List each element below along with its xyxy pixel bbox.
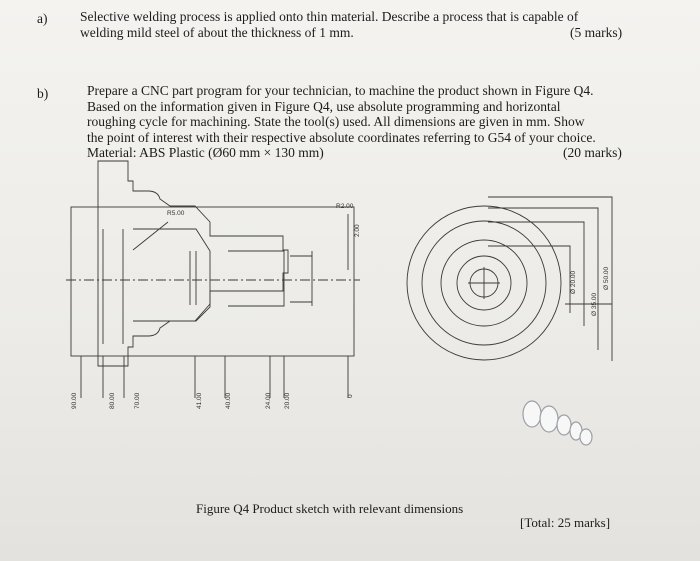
dim-dia-35: Ø 35.00 bbox=[591, 292, 598, 316]
dim-dia-20: Ø 20.00 bbox=[570, 270, 577, 294]
profile-inner-lines bbox=[103, 229, 312, 344]
total-marks: [Total: 25 marks] bbox=[520, 515, 611, 530]
question-b-marks: (20 marks) bbox=[563, 145, 622, 160]
dim-bottom-5: 24.00 bbox=[265, 392, 272, 409]
dim-bottom-4: 40.00 bbox=[225, 392, 232, 409]
question-b-line-3: roughing cycle for machining. State the tool(s) used. All dimensions are given in mm. Show bbox=[87, 114, 585, 130]
extension-lines bbox=[81, 356, 348, 398]
dim-r5: R5.00 bbox=[167, 210, 185, 217]
dim-bottom-2: 70.00 bbox=[134, 392, 141, 409]
question-a-line-2: welding mild steel of about the thickness of 1 mm. bbox=[80, 24, 354, 40]
leader-r5 bbox=[133, 222, 168, 250]
dim-bottom-3: 41.00 bbox=[196, 392, 203, 409]
dim-bottom-1: 80.00 bbox=[109, 392, 116, 409]
dim-r2: R2.00 bbox=[336, 203, 354, 210]
figure-caption: Figure Q4 Product sketch with relevant dimensions bbox=[196, 501, 464, 516]
iso-part-thumbnail bbox=[523, 401, 592, 445]
part-profile bbox=[98, 161, 288, 366]
question-b-line-2: Based on the information given in Figure Q4, use absolute programming and horizontal bbox=[87, 98, 561, 114]
dim-bottom-7: 0 bbox=[347, 394, 354, 398]
question-b-line-4: the point of interest with their respective absolute coordinates referring to G54 of your choice. bbox=[87, 129, 596, 145]
question-a-marks: (5 marks) bbox=[570, 25, 623, 40]
question-a-line-1: Selective welding process is applied onto thin material. Describe a process that is capable of bbox=[80, 9, 579, 24]
question-a-label: a) bbox=[37, 11, 48, 26]
dim-dia-50: Ø 50.00 bbox=[603, 266, 610, 290]
question-b-line-1: Prepare a CNC part program for your technician, to machine the product shown in Figure Q4. bbox=[87, 83, 594, 98]
question-b-label: b) bbox=[37, 86, 49, 101]
dim-bottom-0: 90.00 bbox=[71, 392, 78, 409]
dim-2: 2.00 bbox=[354, 224, 361, 237]
question-b-material: Material: ABS Plastic (Ø60 mm × 130 mm) bbox=[87, 145, 324, 161]
end-view-dimension-lines bbox=[488, 197, 612, 361]
dim-bottom-6: 20.00 bbox=[284, 392, 291, 409]
